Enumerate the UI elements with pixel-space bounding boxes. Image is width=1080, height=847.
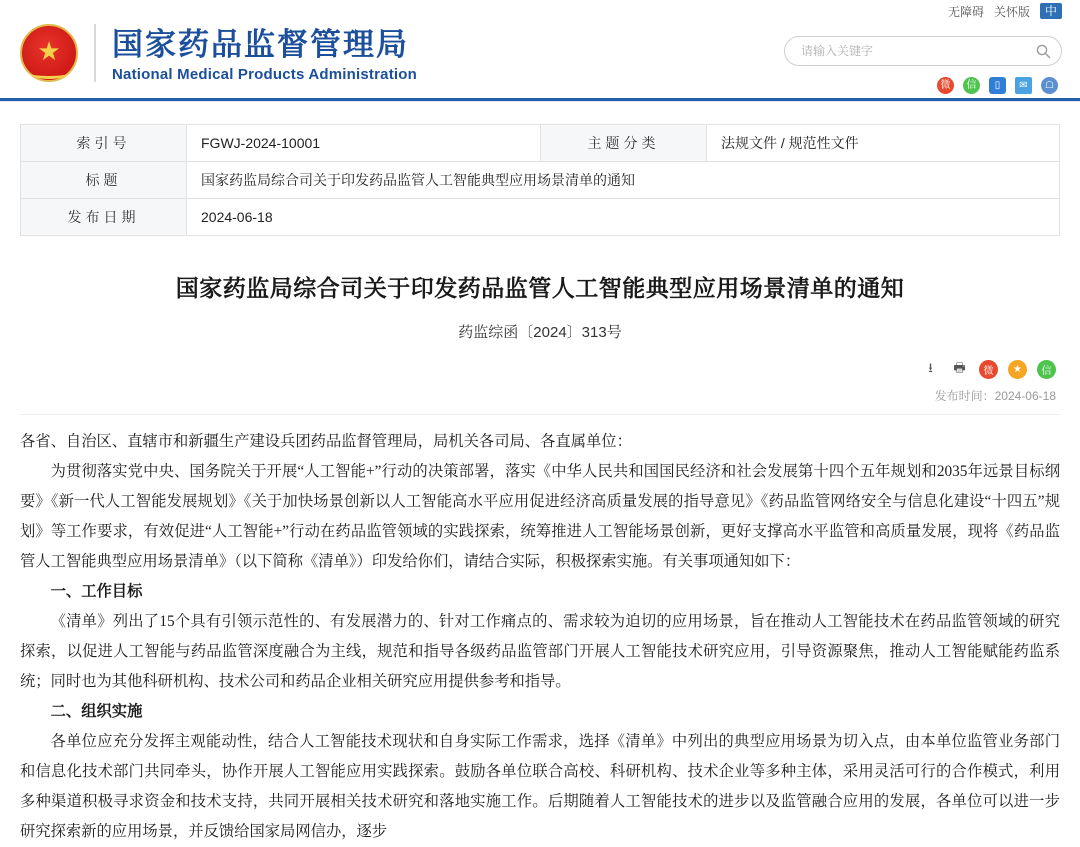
paragraph-salutation: 各省、自治区、直辖市和新疆生产建设兵团药品监督管理局，局机关各司局、各直属单位： <box>20 433 632 450</box>
download-icon[interactable]: ⭳ <box>928 359 933 375</box>
meta-value-index: FGWJ-2024-10001 <box>187 125 541 162</box>
section-heading-implementation: 二、组织实施 <box>50 703 143 720</box>
top-utility-bar <box>0 0 1080 20</box>
weibo-icon[interactable]: 微 <box>937 77 954 94</box>
site-header <box>0 20 1080 98</box>
search-input[interactable] <box>799 43 1035 59</box>
page-body <box>0 124 1080 847</box>
document-content <box>20 427 1060 847</box>
meta-label-category: 主题分类 <box>541 125 707 162</box>
national-emblem-icon: ★ <box>18 22 80 84</box>
mobile-app-icon[interactable]: ▯ <box>989 77 1006 94</box>
wechat-icon[interactable]: 信 <box>963 77 980 94</box>
accessibility-link[interactable]: 无障碍 <box>947 4 984 19</box>
social-links <box>937 77 1058 94</box>
document-number: 药监综函〔2024〕313号 <box>458 324 622 341</box>
section-heading-work-goals: 一、工作目标 <box>50 583 143 600</box>
header-divider <box>94 24 96 82</box>
header-bottom-rule <box>0 101 1080 102</box>
meta-value-title: 国家药监局综合司关于印发药品监管人工智能典型应用场景清单的通知 <box>187 162 1060 199</box>
document-meta-table <box>20 124 1060 236</box>
search-icon[interactable] <box>1035 43 1051 59</box>
mail-icon[interactable]: ✉ <box>1015 77 1032 94</box>
meta-label-publish-date: 发布日期 <box>21 199 187 236</box>
favorite-icon[interactable]: ★ <box>1008 360 1027 379</box>
publish-time: 发布时间：2024-06-18 <box>934 389 1056 403</box>
header-right-group <box>784 36 1062 94</box>
share-weibo-icon[interactable]: 微 <box>979 360 998 379</box>
search-box[interactable] <box>784 36 1062 66</box>
site-title-cn: 国家药品监督管理局 <box>112 27 409 62</box>
paragraph-preamble: 为贯彻落实党中央、国务院关于开展“人工智能+”行动的决策部署，落实《中华人民共和国国民经济和社会发展第十四个五年规划和2035年远景目标纲要》《新一代人工智能发展规划》《关于加快场景创新以人工智能高水平应用促进经济高质量发展的指导意见》《药品监管网络安全与信息化建设“十四五”规划》等工作要求，有效促进“人工智能+”行动在药品监管领域的实践探索，统筹推进人工智能场景创新，更好支撑高水平监管和高质量发展，现将《药品监管人工智能典型应用场景清单》（以下简称《清单》）印发给你们，请结合实际，积极探索实施。有关事项通知如下： <box>20 463 1060 570</box>
table-row <box>21 125 1060 162</box>
content-divider <box>20 414 1060 415</box>
share-wechat-icon[interactable]: 信 <box>1037 360 1056 379</box>
table-row <box>21 199 1060 236</box>
elder-mode-link[interactable]: 关怀版 <box>993 4 1030 19</box>
user-account-icon[interactable]: ☖ <box>1041 77 1058 94</box>
meta-label-index: 索引号 <box>21 125 187 162</box>
page-title: 国家药监局综合司关于印发药品监管人工智能典型应用场景清单的通知 <box>175 276 905 301</box>
language-toggle-badge[interactable]: 中 <box>1040 3 1062 19</box>
document-action-row <box>20 360 1060 379</box>
meta-label-title: 标题 <box>21 162 187 199</box>
site-title-en: National Medical Products Administration <box>112 66 417 83</box>
site-title-group <box>112 26 417 83</box>
paragraph-implementation: 各单位应充分发挥主观能动性，结合人工智能技术现状和自身实际工作需求，选择《清单》中列出的典型应用场景为切入点，由本单位监管业务部门和信息化技术部门共同牵头，协作开展人工智能应用实践探索。鼓励各单位联合高校、科研机构、技术企业等多种主体，采用灵活可行的合作模式，利用多种渠道积极寻求资金和技术支持，共同开展相关技术研究和落地实施工作。后期随着人工智能技术的进步以及监管融合应用的发展，各单位可以进一步研究探索新的应用场景，并反馈给国家局网信办，逐步 <box>20 733 1060 840</box>
print-icon[interactable]: 🖶 <box>953 359 966 375</box>
paragraph-work-goals: 《清单》列出了15个具有引领示范性的、有发展潜力的、针对工作痛点的、需求较为迫切的应用场景，旨在推动人工智能技术在药品监管领域的研究探索，以促进人工智能与药品监管深度融合为主线，规范和指导各级药品监管部门开展人工智能技术研究应用，引导资源聚焦，推动人工智能赋能药监系统；同时也为其他科研机构、技术公司和药品企业相关研究应用提供参考和指导。 <box>20 613 1060 690</box>
meta-value-category: 法规文件 / 规范性文件 <box>707 125 1060 162</box>
table-row <box>21 162 1060 199</box>
meta-value-publish-date: 2024-06-18 <box>187 199 1060 236</box>
